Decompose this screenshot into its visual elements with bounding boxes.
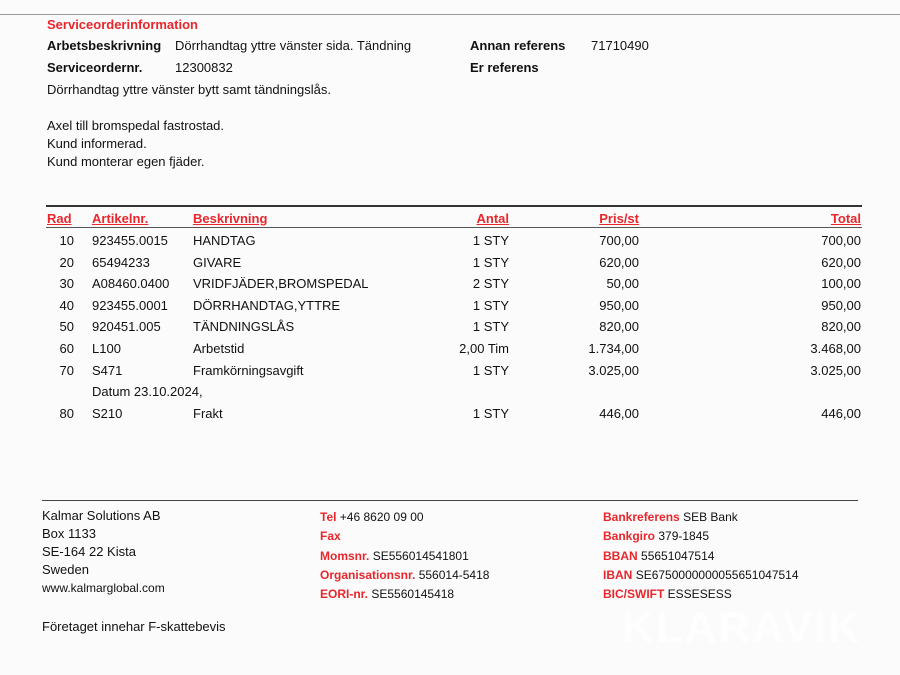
- table-body: [0, 233, 900, 427]
- bankreferens-label: Bankreferens: [603, 510, 680, 524]
- cell-rad: 80: [59, 405, 74, 421]
- cell-artikelnr: 920451.005: [92, 319, 161, 335]
- table-header-rule: [46, 227, 862, 228]
- momsnr-value: SE556014541801: [372, 548, 469, 563]
- col-header-antal: Antal: [476, 211, 509, 226]
- cell-rad: 60: [59, 340, 74, 356]
- orgnr-label: Organisationsnr.: [320, 567, 416, 582]
- table-top-rule: [46, 205, 862, 207]
- annan-referens-label: Annan referens: [470, 38, 566, 53]
- cell-artikelnr: A08460.0400: [92, 276, 170, 292]
- cell-antal: 1 STY: [472, 297, 509, 313]
- bban-label: BBAN: [603, 548, 638, 563]
- bankgiro-value: 379-1845: [658, 529, 710, 544]
- momsnr-label: Momsnr.: [320, 548, 370, 563]
- cell-antal: 2,00 Tim: [459, 340, 509, 356]
- contact-orgnr: [320, 565, 489, 584]
- cell-pris: 950,00: [599, 297, 639, 313]
- table-row: [0, 298, 900, 320]
- cell-total: 700,00: [821, 233, 861, 248]
- cell-rad: 10: [59, 233, 74, 248]
- tel-value: +46 8620 09 00: [339, 510, 424, 524]
- cell-pris: 50,00: [606, 276, 639, 292]
- cell-rad: 40: [59, 297, 74, 313]
- cell-antal: 2 STY: [472, 276, 509, 292]
- fskatt-note: Företaget innehar F-skattebevis: [42, 619, 226, 634]
- cell-pris: 446,00: [599, 405, 639, 421]
- note-line: Axel till bromspedal fastrostad.: [47, 118, 225, 133]
- bank-referens: [603, 507, 799, 526]
- bic-label: BIC/SWIFT: [603, 587, 665, 602]
- contact-eori: [320, 584, 489, 603]
- cell-rad: 20: [59, 254, 74, 270]
- col-header-beskrivning: Beskrivning: [193, 211, 268, 226]
- table-row: [0, 319, 900, 341]
- cell-beskrivning: GIVARE: [193, 254, 242, 270]
- cell-antal: 1 STY: [472, 405, 509, 421]
- address-line: Box 1133: [42, 526, 96, 541]
- section-title: Serviceorderinformation: [47, 17, 198, 32]
- cell-antal: 1 STY: [472, 319, 509, 335]
- table-row: [0, 255, 900, 277]
- bank-info: [603, 507, 799, 603]
- bankreferens-value: SEB Bank: [683, 510, 738, 524]
- serviceordernr-value: 12300832: [175, 60, 233, 75]
- cell-artikelnr: Datum 23.10.2024,: [92, 384, 203, 400]
- cell-pris: 620,00: [599, 254, 639, 270]
- table-row: [0, 276, 900, 298]
- company-website: www.kalmarglobal.com: [42, 581, 165, 595]
- cell-beskrivning: TÄNDNINGSLÅS: [193, 319, 295, 335]
- col-header-pris: Pris/st: [599, 211, 639, 226]
- cell-artikelnr: 923455.0015: [92, 233, 168, 248]
- contact-momsnr: [320, 546, 489, 565]
- contact-info: [320, 507, 489, 603]
- cell-total: 3.025,00: [810, 362, 861, 378]
- cell-antal: 1 STY: [472, 362, 509, 378]
- iban-value: SE6750000000055651047514: [635, 567, 799, 582]
- cell-artikelnr: S210: [92, 405, 123, 421]
- bank-bankgiro: [603, 526, 799, 545]
- cell-rad: 70: [59, 362, 74, 378]
- cell-total: 100,00: [821, 276, 861, 292]
- bban-value: 55651047514: [641, 548, 715, 563]
- table-row: [0, 406, 900, 428]
- table-row: [0, 363, 900, 385]
- footer-rule: [42, 500, 858, 501]
- table-row: [0, 341, 900, 363]
- eori-label: EORI-nr.: [320, 587, 369, 602]
- cell-total: 3.468,00: [810, 340, 861, 356]
- bank-bic: [603, 584, 799, 603]
- col-header-rad: Rad: [47, 211, 72, 226]
- company-name: Kalmar Solutions AB: [42, 508, 161, 523]
- bank-bban: [603, 546, 799, 565]
- note-line: Kund informerad.: [47, 136, 147, 151]
- note-line: Dörrhandtag yttre vänster bytt samt tändningslås.: [47, 82, 331, 97]
- orgnr-value: 556014-5418: [418, 567, 490, 582]
- cell-pris: 1.734,00: [588, 340, 639, 356]
- cell-artikelnr: L100: [92, 340, 121, 356]
- cell-total: 446,00: [821, 405, 861, 421]
- cell-beskrivning: HANDTAG: [193, 233, 256, 248]
- table-row: [0, 384, 900, 406]
- company-address: [42, 507, 165, 597]
- fax-label: Fax: [320, 529, 341, 544]
- serviceordernr-label: Serviceordernr.: [47, 60, 143, 75]
- cell-rad: 50: [59, 319, 74, 335]
- arbetsbeskrivning-label: Arbetsbeskrivning: [47, 38, 162, 53]
- cell-beskrivning: VRIDFJÄDER,BROMSPEDAL: [193, 276, 369, 292]
- watermark-logo: KLARAVIK: [622, 603, 863, 652]
- cell-artikelnr: S471: [92, 362, 123, 378]
- bic-value: ESSESESS: [667, 587, 732, 602]
- col-header-total: Total: [830, 211, 861, 226]
- note-line: [47, 99, 331, 117]
- cell-pris: 820,00: [599, 319, 639, 335]
- service-notes: [47, 81, 331, 171]
- address-line: Sweden: [42, 562, 89, 577]
- bank-iban: [603, 565, 799, 584]
- contact-tel: [320, 507, 489, 526]
- col-header-artikelnr: Artikelnr.: [92, 211, 149, 226]
- cell-beskrivning: Arbetstid: [193, 340, 245, 356]
- cell-total: 820,00: [821, 319, 861, 335]
- cell-pris: 3.025,00: [588, 362, 639, 378]
- iban-label: IBAN: [603, 567, 633, 582]
- table-header: [46, 211, 862, 227]
- tel-label: Tel: [320, 510, 337, 524]
- cell-pris: 700,00: [599, 233, 639, 248]
- table-row: [0, 233, 900, 255]
- cell-beskrivning: Frakt: [193, 405, 223, 421]
- bankgiro-label: Bankgiro: [603, 529, 656, 544]
- cell-total: 620,00: [821, 254, 861, 270]
- cell-total: 950,00: [821, 297, 861, 313]
- arbetsbeskrivning-value: Dörrhandtag yttre vänster sida. Tändning: [175, 38, 412, 53]
- cell-antal: 1 STY: [472, 254, 509, 270]
- address-line: SE-164 22 Kista: [42, 544, 136, 559]
- note-line: Kund monterar egen fjäder.: [47, 154, 205, 169]
- cell-rad: 30: [59, 276, 74, 292]
- cell-artikelnr: 923455.0001: [92, 297, 168, 313]
- contact-fax: [320, 526, 489, 545]
- annan-referens-value: 71710490: [591, 38, 649, 53]
- cell-antal: 1 STY: [472, 233, 509, 248]
- top-divider: [0, 14, 900, 15]
- cell-beskrivning: DÖRRHANDTAG,YTTRE: [193, 297, 341, 313]
- eori-value: SE5560145418: [371, 587, 455, 602]
- cell-artikelnr: 65494233: [92, 254, 150, 270]
- er-referens-label: Er referens: [470, 60, 539, 75]
- cell-beskrivning: Framkörningsavgift: [193, 362, 304, 378]
